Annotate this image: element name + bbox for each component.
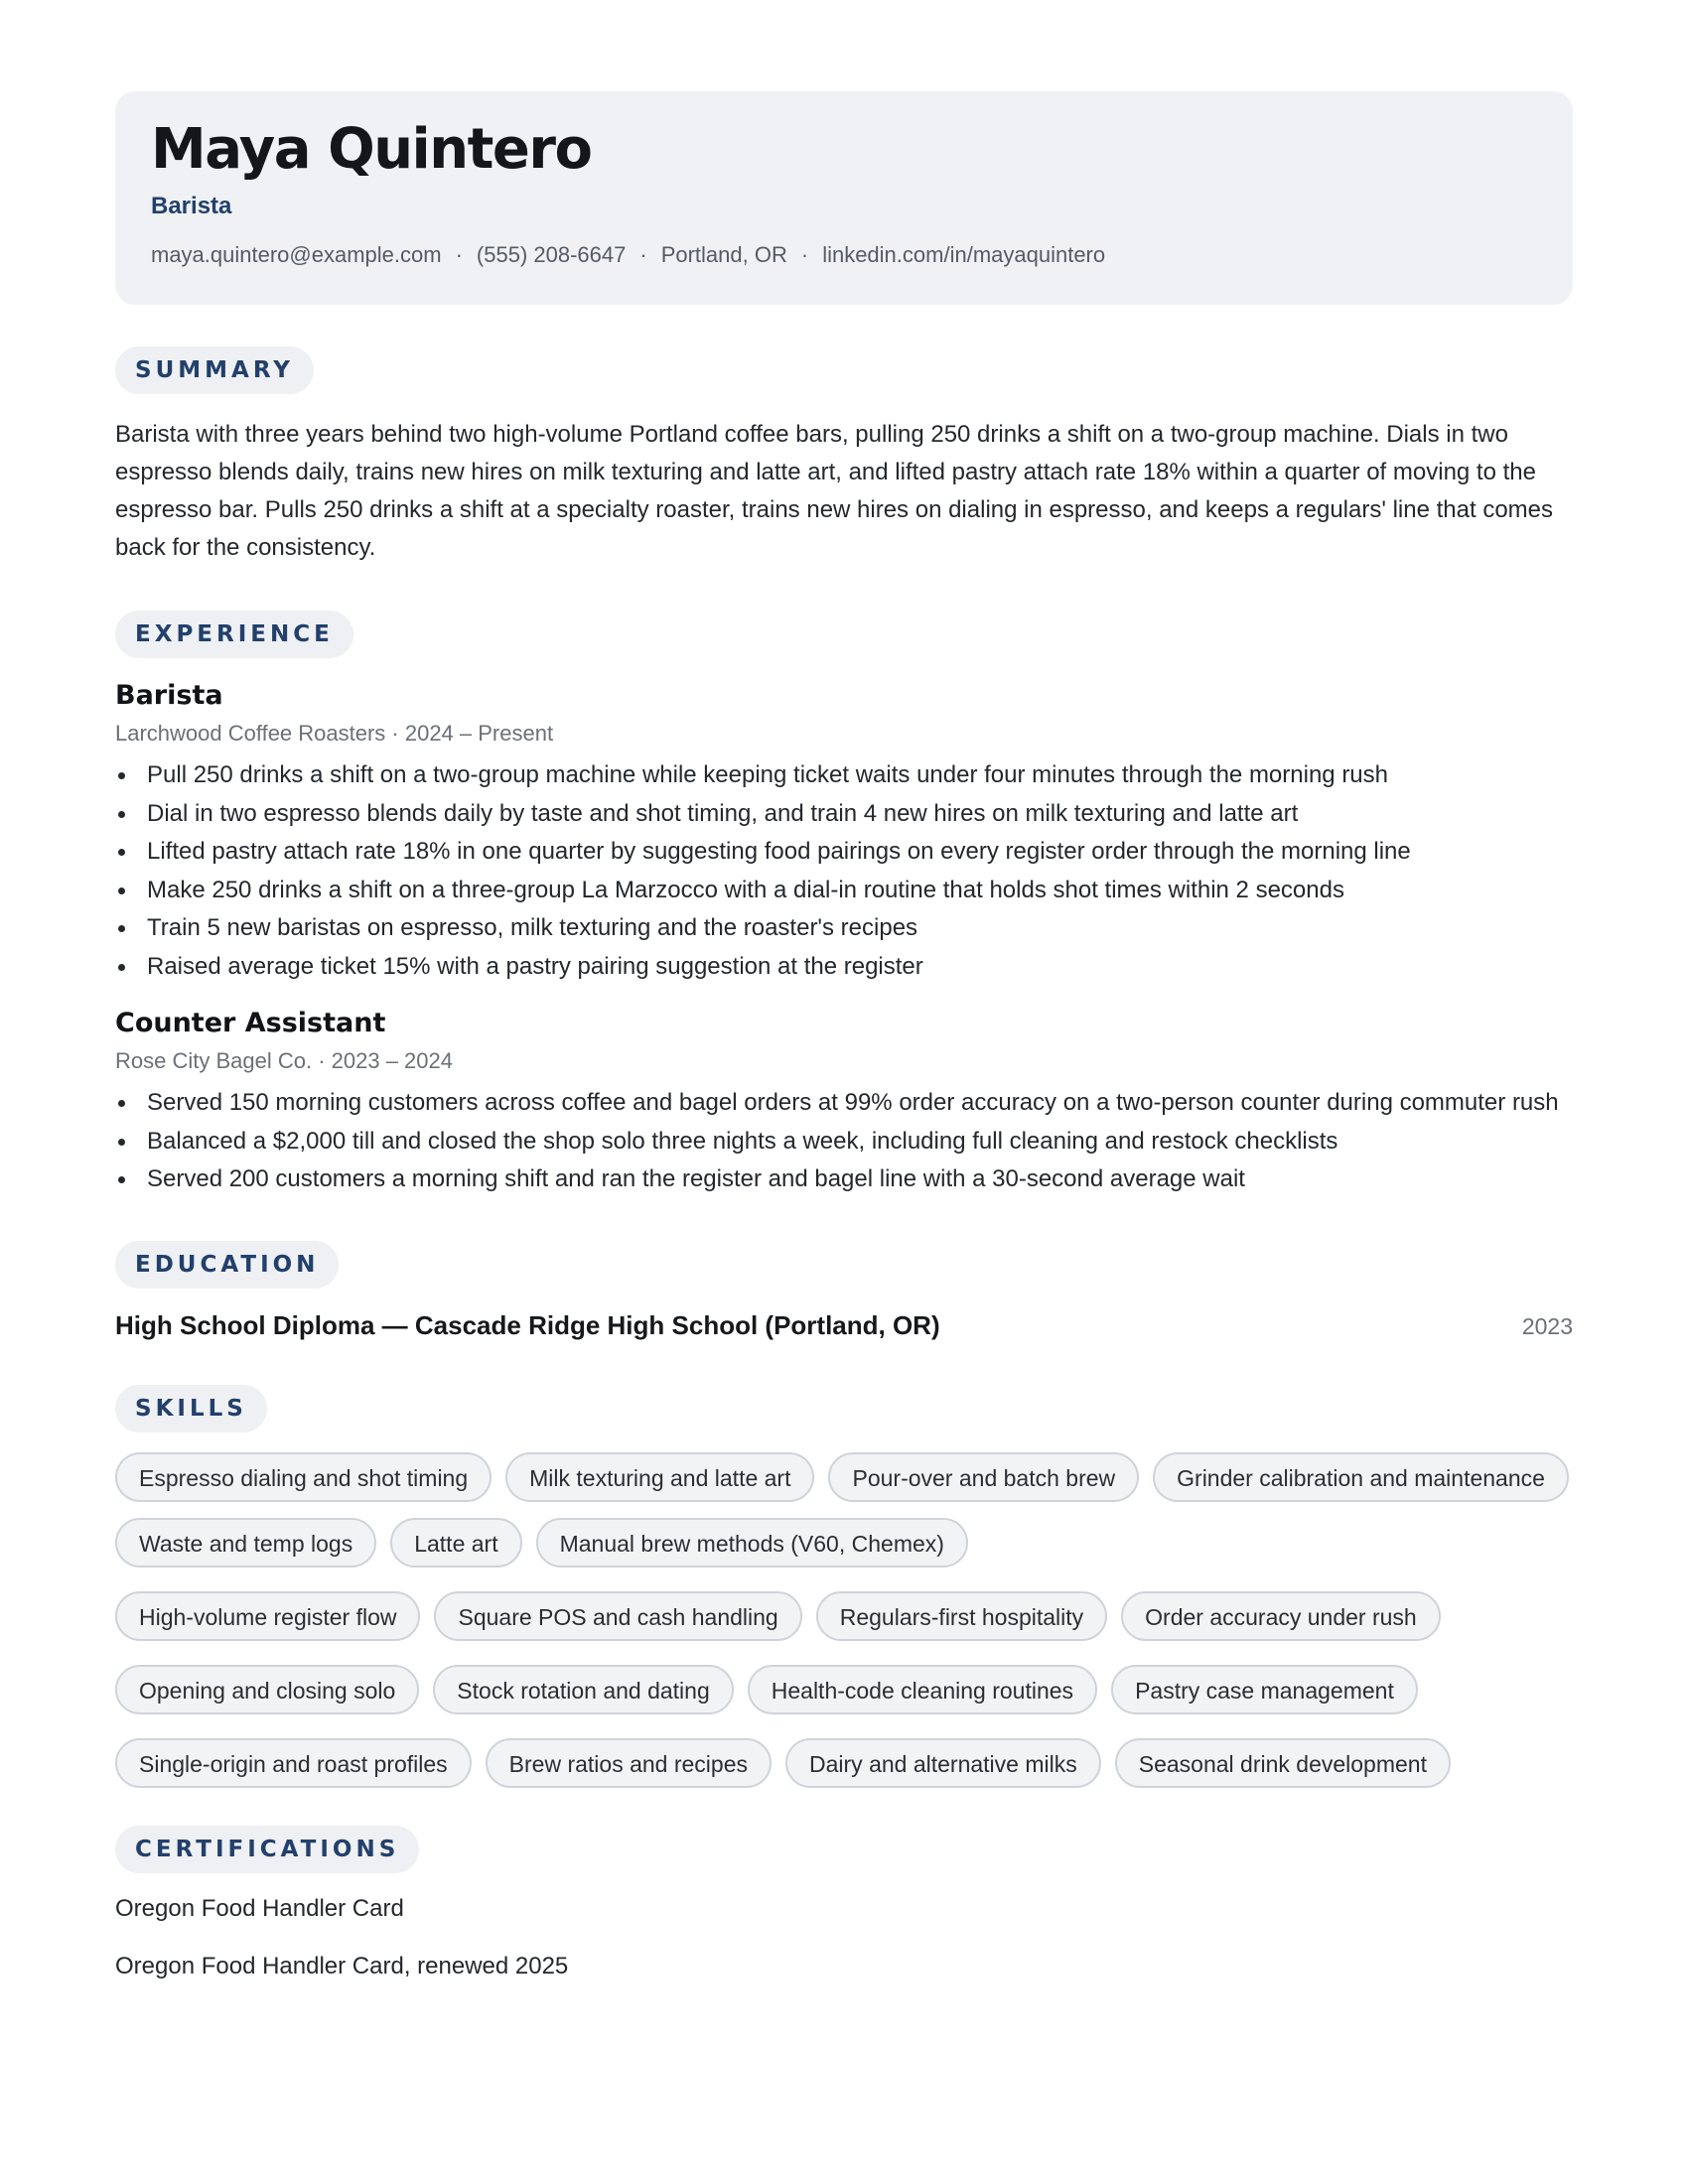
contact-separator: · [639, 241, 647, 267]
candidate-name: Maya Quintero [151, 117, 592, 182]
skill-chip: Manual brew methods (V60, Chemex) [536, 1518, 968, 1568]
skill-chip: Single-origin and roast profiles [115, 1738, 472, 1788]
job-bullet: Raised average ticket 15% with a pastry pairing suggestion at the register [115, 948, 1573, 987]
skills-section [115, 1385, 1573, 1788]
section-heading-skills: SKILLS [115, 1385, 267, 1433]
job-bullet: Lifted pastry attach rate 18% in one quarter by suggesting food pairings on every register order through the morning line [115, 833, 1573, 872]
skill-chip: Order accuracy under rush [1121, 1591, 1441, 1641]
job-bullet: Balanced a $2,000 till and closed the shop solo three nights a week, including full cleaning and restock checklists [115, 1123, 1573, 1161]
job-entry [115, 1008, 1573, 1199]
job-bullet: Pull 250 drinks a shift on a two-group machine while keeping ticket waits under four minutes through the morning rush [115, 756, 1573, 795]
education-entry [115, 1310, 1573, 1341]
skill-chip: Latte art [390, 1518, 521, 1568]
skills-group [115, 1738, 1573, 1788]
section-heading-education: EDUCATION [115, 1241, 339, 1289]
skill-chip: Health-code cleaning routines [748, 1665, 1097, 1714]
job-title: Counter Assistant [115, 1008, 386, 1038]
job-meta: Larchwood Coffee Roasters · 2024 – Present [115, 721, 554, 746]
contact-linkedin[interactable]: linkedin.com/in/mayaquintero [822, 241, 1106, 267]
job-entry [115, 680, 1573, 986]
contact-line [151, 242, 1537, 268]
certification-item: Oregon Food Handler Card [115, 1894, 404, 1922]
experience-section [115, 611, 1573, 1199]
skill-chip: High-volume register flow [115, 1591, 420, 1641]
contact-location: Portland, OR [660, 241, 787, 267]
skills-group [115, 1591, 1573, 1641]
section-heading-certifications: CERTIFICATIONS [115, 1826, 419, 1873]
job-bullet: Make 250 drinks a shift on a three-group La Marzocco with a dial-in routine that holds shot times within 2 seconds [115, 872, 1573, 910]
skill-chip: Stock rotation and dating [433, 1665, 733, 1714]
skills-group [115, 1665, 1573, 1714]
header-card [115, 91, 1573, 305]
skills-groups [115, 1452, 1573, 1788]
skill-chip: Grinder calibration and maintenance [1153, 1452, 1569, 1502]
job-meta: Rose City Bagel Co. · 2023 – 2024 [115, 1048, 453, 1073]
certifications-section [115, 1826, 1573, 1980]
skill-chip: Pastry case management [1111, 1665, 1418, 1714]
skill-chip: Waste and temp logs [115, 1518, 376, 1568]
job-bullets [115, 1084, 1573, 1199]
resume-page [115, 91, 1573, 1980]
skill-chip: Square POS and cash handling [434, 1591, 801, 1641]
contact-email[interactable]: maya.quintero@example.com [151, 241, 442, 267]
skill-chip: Regulars-first hospitality [816, 1591, 1107, 1641]
skill-chip: Brew ratios and recipes [486, 1738, 772, 1788]
summary-text: Barista with three years behind two high-volume Portland coffee bars, pulling 250 drinks a shift on a two-group machine. Dials in two espresso blends daily, trains new hires on milk texturing and latte art, and lifted pastry attach rate 18% within a quarter of moving to the espresso bar. Pulls 250 drinks a shift at a specialty roaster, trains new hires on dialing in espresso, and keeps a regulars' line that comes back for the consistency. [115, 421, 1554, 561]
education-title: High School Diploma — Cascade Ridge High School (Portland, OR) [115, 1309, 940, 1340]
skill-chip: Dairy and alternative milks [785, 1738, 1101, 1788]
contact-separator: · [800, 241, 809, 267]
section-heading-summary: SUMMARY [115, 346, 314, 394]
candidate-role: Barista [151, 192, 232, 219]
skill-chip: Pour-over and batch brew [828, 1452, 1139, 1502]
contact-phone[interactable]: (555) 208-6647 [476, 241, 627, 267]
skill-chip: Opening and closing solo [115, 1665, 419, 1714]
skill-chip: Seasonal drink development [1115, 1738, 1451, 1788]
job-title: Barista [115, 680, 223, 711]
education-section [115, 1241, 1573, 1341]
education-year: 2023 [1521, 1312, 1573, 1339]
section-heading-experience: EXPERIENCE [115, 611, 353, 658]
job-bullet: Dial in two espresso blends daily by taste and shot timing, and train 4 new hires on milk texturing and latte art [115, 795, 1573, 834]
summary-section [115, 346, 1573, 567]
job-bullet: Served 200 customers a morning shift and ran the register and bagel line with a 30-second average wait [115, 1160, 1573, 1199]
skill-chip: Milk texturing and latte art [505, 1452, 814, 1502]
skills-group [115, 1452, 1573, 1568]
job-bullet: Served 150 morning customers across coffee and bagel orders at 99% order accuracy on a two-person counter during commuter rush [115, 1084, 1573, 1123]
skill-chip: Espresso dialing and shot timing [115, 1452, 492, 1502]
contact-separator: · [455, 241, 463, 267]
job-bullets [115, 756, 1573, 986]
certification-item: Oregon Food Handler Card, renewed 2025 [115, 1952, 569, 1979]
job-bullet: Train 5 new baristas on espresso, milk texturing and the roaster's recipes [115, 909, 1573, 948]
